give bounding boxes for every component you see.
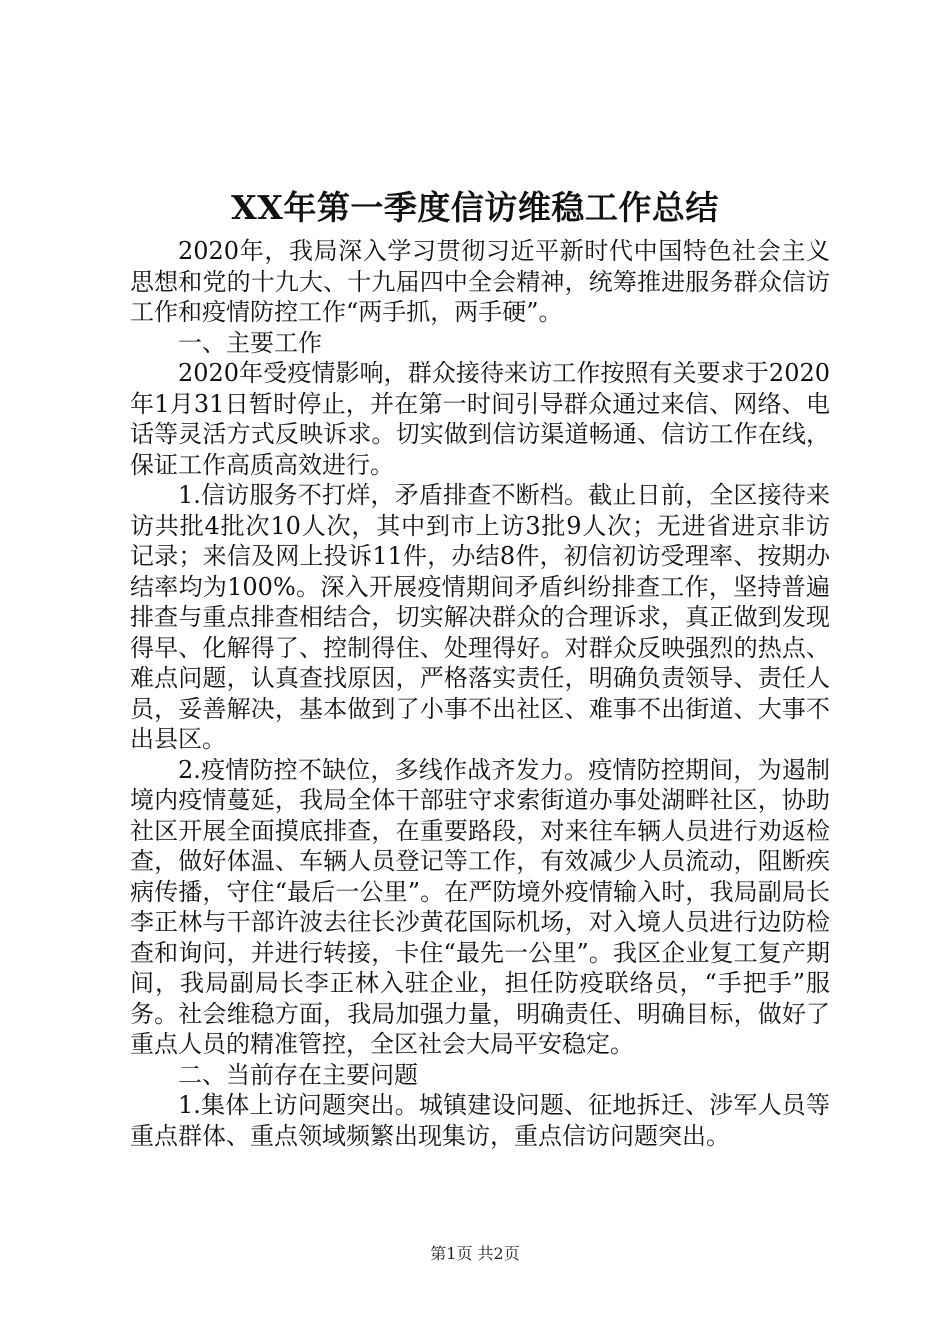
item-epidemic-control-paragraph: 2.疫情防控不缺位，多线作战齐发力。疫情防控期间，为遏制境内疫情蔓延，我局全体干部驻守求索街道办事处湖畔社区，协助社区开展全面摸底排查，在重要路段，对来往车辆人员进行劝返检查，做好体温、车辆人员登记等工作，有效减少人员流动，阻断疾病传播，守住“最后一公里”。在严防境外疫情输入时，我局副局长李正林与干部许波去往长沙黄花国际机场，对入境人员进行边防检查和询问，并进行转接，卡住“最先一公里”。我区企业复工复产期间，我局副局长李正林入驻企业，担任防疫联络员，“手把手”服务。社会维稳方面，我局加强力量，明确责任、明确目标，做好了重点人员的精准管控，全区社会大局平安稳定。	[130, 755, 830, 1058]
section-heading-main-work: 一、主要工作	[178, 328, 322, 357]
document-title: XX年第一季度信访维稳工作总结	[231, 188, 719, 227]
item-petition-service-paragraph: 1.信访服务不打烊，矛盾排查不断档。截止日前，全区接待来访共批4批次10人次，其中到市上访3批9人次；无进省进京非访记录；来信及网上投诉11件，办结8件，初信初访受理率、按期办结率均为100%。深入开展疫情期间矛盾纠纷排查工作，坚持普遍排查与重点排查相结合，切实解决群众的合理诉求，真正做到发现得早、化解得了、控制得住、处理得好。对群众反映强烈的热点、难点问题，认真查找原因，严格落实责任，明确负责领导、责任人员，妥善解决，基本做到了小事不出社区、难事不出街道、大事不出县区。	[130, 481, 830, 753]
main-work-intro-paragraph: 2020年受疫情影响，群众接待来访工作按照有关要求于2020年1月31日暂时停止，并在第一时间引导群众通过来信、网络、电话等灵活方式反映诉求。切实做到信访渠道畅通、信访工作在线，保证工作高质高效进行。	[130, 359, 830, 479]
item-collective-petition-paragraph: 1.集体上访问题突出。城镇建设问题、征地拆迁、涉军人员等重点群体、重点领域频繁出现集访，重点信访问题突出。	[130, 1091, 830, 1150]
document-body	[130, 236, 830, 1151]
page-footer: 第1页 共2页	[430, 1244, 520, 1263]
intro-paragraph: 2020年，我局深入学习贯彻习近平新时代中国特色社会主义思想和党的十九大、十九届四中全会精神，统筹推进服务群众信访工作和疫情防控工作“两手抓，两手硬”。	[130, 237, 830, 326]
section-heading-problems: 二、当前存在主要问题	[178, 1060, 418, 1089]
